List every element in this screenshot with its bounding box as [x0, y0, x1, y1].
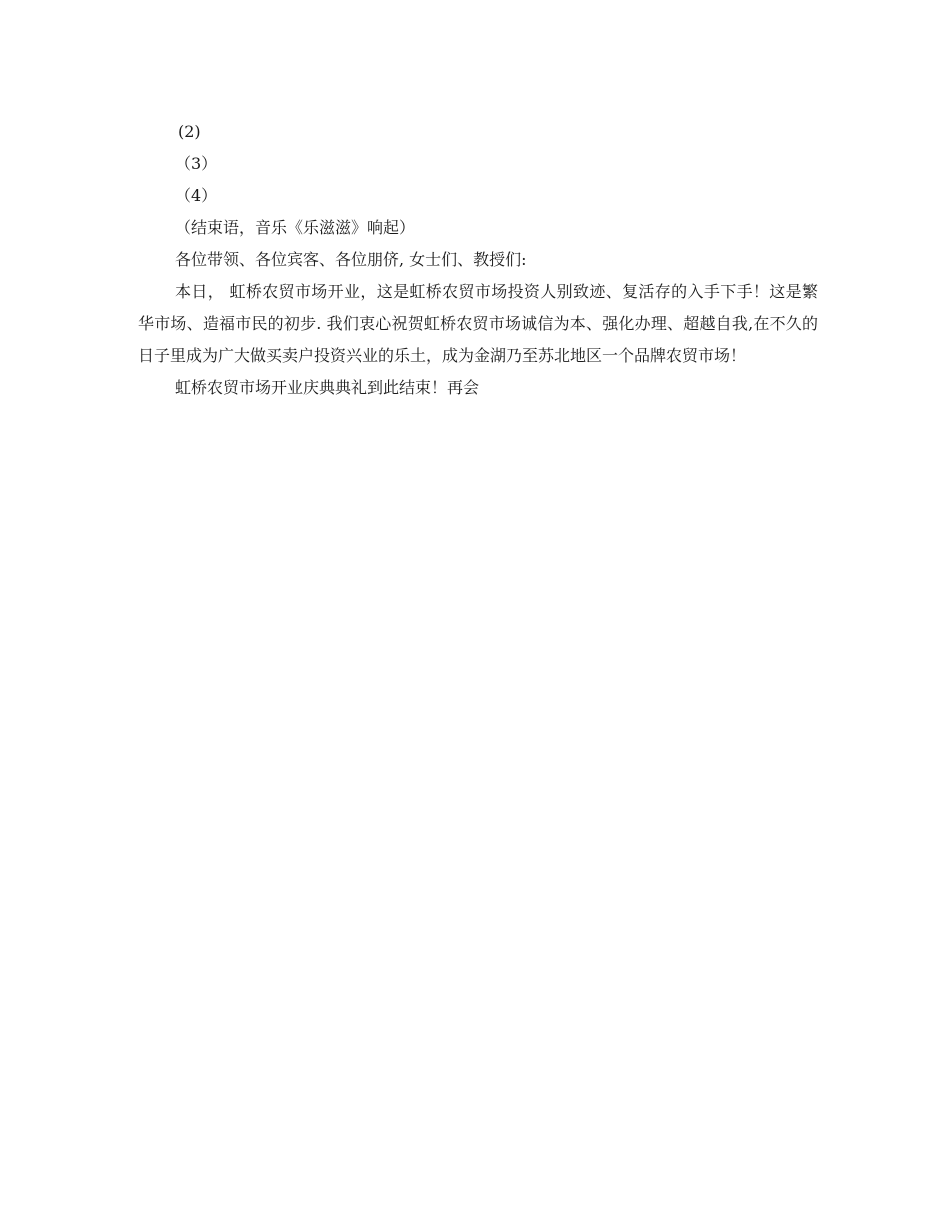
item-2: (2) [178, 122, 201, 141]
closing-remarks-note: （结束语，音乐《乐滋滋》响起） [175, 218, 416, 237]
closing-line: 虹桥农贸市场开业庆典典礼到此结束！再会 [175, 378, 480, 397]
document-body [138, 116, 818, 404]
item-4: （4） [175, 186, 218, 205]
greeting: 各位带领、各位宾客、各位朋侪, 女士们、教授们: [175, 250, 527, 269]
body-paragraph: 本日， 虹桥农贸市场开业，这是虹桥农贸市场投资人别致迹、复活存的入手下手！这是繁华市场、造福市民的初步. 我们衷心祝贺虹桥农贸市场诚信为本、强化办理、超越自我,在不久的日子里成为广大做买卖户投资兴业的乐土，成为金湖乃至苏北地区一个品牌农贸市场！ [138, 282, 818, 365]
item-3: （3） [175, 154, 218, 173]
